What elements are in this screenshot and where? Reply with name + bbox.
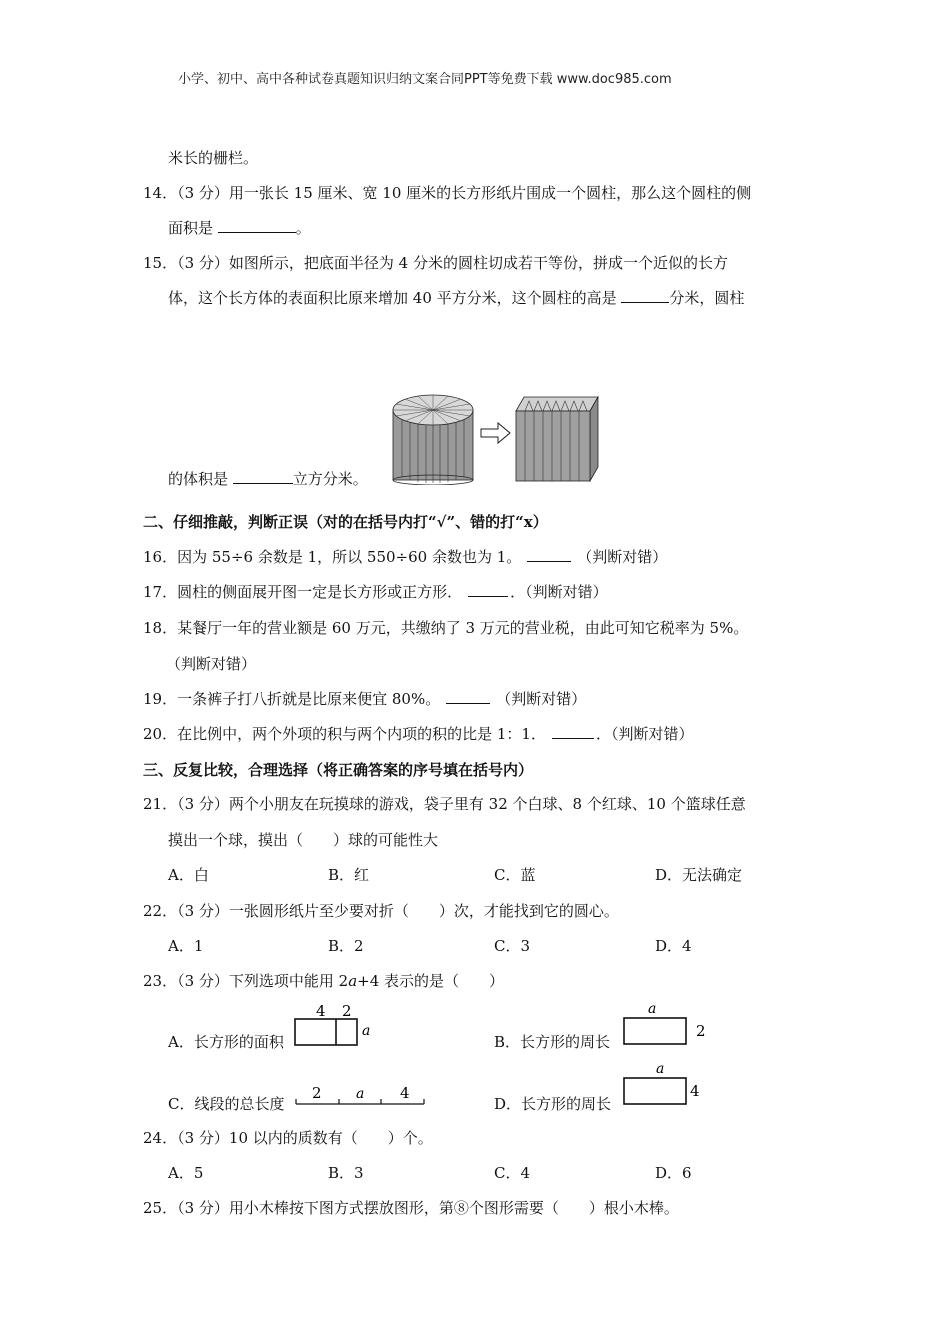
q18-line1: 18．某餐厅一年的营业额是 60 万元，共缴纳了 3 万元的营业税，由此可知它税率为 5%。 — [143, 619, 749, 637]
section3-title: 三、反复比较，合理选择（将正确答案的序号填在括号内） — [143, 761, 534, 779]
q21-option-d[interactable]: D．无法确定 — [655, 866, 743, 884]
cuboid-image — [516, 397, 598, 481]
q20-text: 20．在比例中，两个外项的积与两个内项的积的比是 1：1． — [143, 725, 546, 743]
q25-text-a: 25．（3 分）用小木棒按下图方式摆放图形，第 — [143, 1199, 454, 1217]
q24-option-b[interactable]: B．3 — [328, 1164, 364, 1182]
figC-label-4: 4 — [400, 1084, 410, 1102]
q23-figure-b — [620, 998, 715, 1048]
q16-suffix: （判断对错） — [577, 548, 668, 566]
q14-period: 。 — [295, 219, 311, 237]
q23-figure-c — [294, 1080, 429, 1110]
q14-answer-blank[interactable] — [218, 218, 296, 233]
q23-option-d[interactable]: D．长方形的周长 — [494, 1095, 612, 1113]
q23-option-b[interactable]: B．长方形的周长 — [494, 1033, 611, 1051]
figD-label-4: 4 — [690, 1082, 700, 1100]
q17-text: 17．圆柱的侧面展开图一定是长方形或正方形． — [143, 583, 463, 601]
q23-line1 — [143, 971, 504, 991]
q14-line1: 14．（3 分）用一张长 15 厘米、宽 10 厘米的长方形纸片围成一个圆柱，那么这个圆柱的侧 — [143, 184, 752, 202]
q19-suffix: （判断对错） — [496, 690, 587, 708]
q20-blank[interactable] — [552, 724, 594, 739]
q15-height-blank[interactable] — [621, 288, 669, 303]
q25-text-b: 个图形需要（ ）根小木棒。 — [468, 1199, 679, 1217]
q24-option-d[interactable]: D．6 — [655, 1164, 692, 1182]
q23-option-a[interactable]: A．长方形的面积 — [168, 1033, 284, 1051]
q25-line1 — [143, 1198, 679, 1218]
q15-line2 — [168, 288, 744, 308]
q14-line2 — [168, 218, 311, 238]
q21-line2: 摸出一个球，摸出（ ）球的可能性大 — [168, 831, 439, 849]
q23-text-b: +4 表示的是（ ） — [357, 972, 505, 990]
q22-option-c[interactable]: C．3 — [494, 937, 531, 955]
q15-text-a: 体，这个长方体的表面积比原来增加 40 平方分米，这个圆柱的高是 — [168, 289, 622, 307]
q24-option-a[interactable]: A．5 — [168, 1164, 204, 1182]
q19-text: 19．一条裤子打八折就是比原来便宜 80%。 — [143, 690, 441, 708]
figC-label-a: a — [356, 1086, 365, 1102]
figC-label-2: 2 — [312, 1084, 322, 1102]
figD-label-a: a — [656, 1061, 665, 1077]
q18-line2: （判断对错） — [166, 655, 257, 673]
cylinder-image — [393, 395, 473, 485]
q24-option-c[interactable]: C．4 — [494, 1164, 531, 1182]
q21-line1: 21．（3 分）两个小朋友在玩摸球的游戏，袋子里有 32 个白球、8 个红球、10 个篮球任意 — [143, 795, 746, 813]
q21-option-a[interactable]: A．白 — [168, 866, 209, 884]
q20 — [143, 724, 693, 744]
q13-tail: 米长的栅栏。 — [168, 149, 259, 167]
figB-label-a: a — [648, 1001, 657, 1017]
q16 — [143, 547, 667, 567]
q21-option-b[interactable]: B．红 — [328, 866, 370, 884]
right-arrow-icon — [481, 423, 510, 443]
q22-option-b[interactable]: B．2 — [328, 937, 364, 955]
q17-suffix: ．（判断对错） — [510, 583, 608, 601]
q23-option-c[interactable]: C．线段的总长度 — [168, 1095, 285, 1113]
section2-title: 二、仔细推敲，判断正误（对的在括号内打“√”、错的打“x） — [143, 513, 548, 531]
q22-line1: 22．（3 分）一张圆形纸片至少要对折（ ）次，才能找到它的圆心。 — [143, 902, 619, 920]
figB-label-2: 2 — [696, 1022, 706, 1040]
q23-figure-a — [293, 1000, 378, 1048]
q22-option-d[interactable]: D．4 — [655, 937, 692, 955]
q22-option-a[interactable]: A．1 — [168, 937, 204, 955]
figA-label-2: 2 — [342, 1002, 352, 1020]
q14-text: 面积是 — [168, 219, 218, 237]
q16-text: 16．因为 55÷6 余数是 1，所以 550÷60 余数也为 1。 — [143, 548, 522, 566]
q23-variable: a — [348, 972, 358, 990]
q19 — [143, 689, 586, 709]
q23-text-a: 23．（3 分）下列选项中能用 2 — [143, 972, 349, 990]
q23-figure-d — [620, 1058, 715, 1108]
q15-text-b: 分米，圆柱 — [669, 289, 745, 307]
q15-cylinder-figure — [388, 385, 613, 485]
q17 — [143, 582, 608, 602]
q24-line1: 24．（3 分）10 以内的质数有（ ）个。 — [143, 1129, 433, 1147]
q15-text-d: 立方分米。 — [292, 470, 368, 488]
q15-line3 — [168, 469, 368, 489]
page-header: 小学、初中、高中各种试卷真题知识归纳文案合同PPT等免费下载 www.doc985.com — [178, 72, 672, 87]
q15-line1: 15．（3 分）如图所示，把底面半径为 4 分米的圆柱切成若干等份，拼成一个近似的长方 — [143, 254, 728, 272]
q15-volume-blank[interactable] — [233, 469, 293, 484]
q25-circled-number: ⑧ — [453, 1199, 469, 1217]
q20-suffix: ．（判断对错） — [595, 725, 694, 743]
figA-label-4: 4 — [316, 1002, 326, 1020]
q17-blank[interactable] — [468, 582, 508, 597]
q21-option-c[interactable]: C．蓝 — [494, 866, 536, 884]
q16-blank[interactable] — [527, 547, 571, 562]
figA-label-a: a — [362, 1023, 371, 1039]
q19-blank[interactable] — [446, 689, 490, 704]
q15-text-c: 的体积是 — [168, 470, 233, 488]
